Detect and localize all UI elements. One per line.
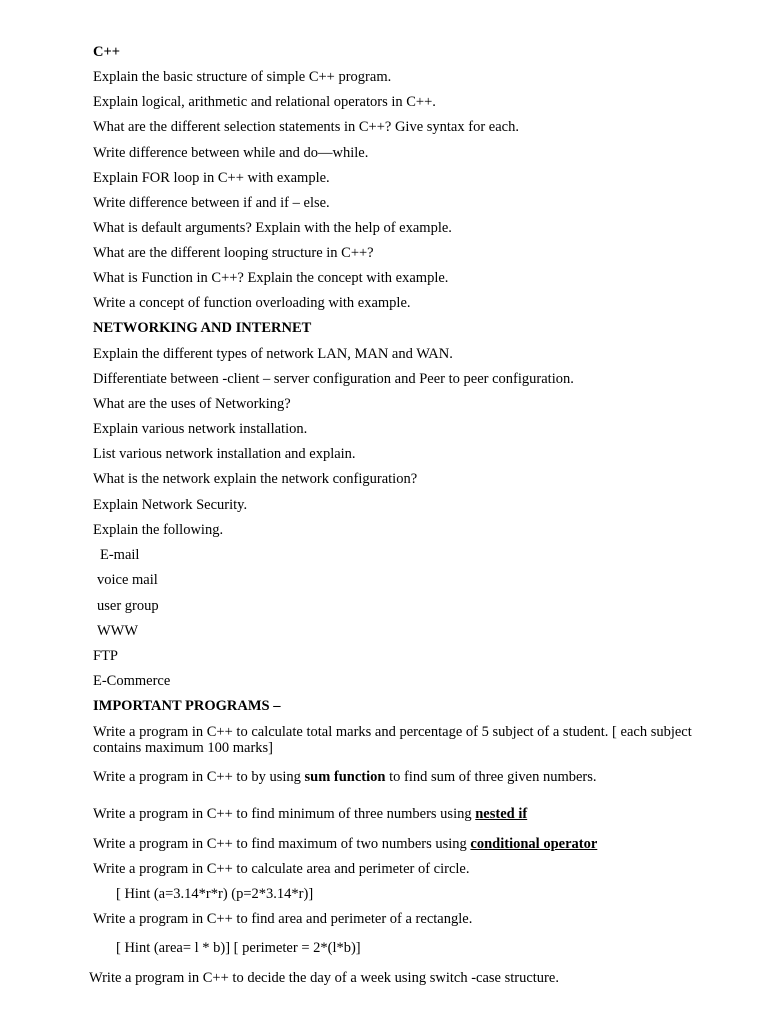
programs-heading: IMPORTANT PROGRAMS – [93, 698, 281, 714]
program-item: Write a program in C++ to calculate total marks and percentage of 5 subject of a student. [ each subject contains maximum 100 marks] [93, 724, 692, 756]
program-emphasis: nested if [475, 806, 528, 822]
cpp-question: Explain the basic structure of simple C++ program. [93, 69, 392, 85]
program-item [93, 836, 597, 853]
program-text: Write a program in C++ to by using [93, 769, 305, 785]
program-hint: [ Hint (a=3.14*r*r) (p=2*3.14*r)] [116, 886, 314, 902]
program-text: to find sum of three given numbers. [385, 769, 597, 785]
cpp-question: What are the different looping structure in C++? [93, 245, 374, 261]
program-item [93, 806, 527, 823]
networking-question: What is the network explain the network configuration? [93, 471, 418, 487]
networking-question: List various network installation and explain. [93, 446, 356, 462]
networking-question: What are the uses of Networking? [93, 396, 291, 412]
program-item: Write a program in C++ to calculate area and perimeter of circle. [93, 861, 470, 877]
cpp-question: What is Function in C++? Explain the concept with example. [93, 270, 449, 286]
program-hint: [ Hint (area= l * b)] [ perimeter = 2*(l*b)] [116, 940, 361, 956]
following-item: voice mail [97, 572, 158, 588]
networking-question: Differentiate between -client – server configuration and Peer to peer configuration. [93, 371, 574, 387]
following-item: WWW [97, 623, 139, 639]
program-text: Write a program in C++ to find minimum of three numbers using [93, 806, 476, 822]
following-item: FTP [93, 648, 118, 664]
cpp-question: Explain FOR loop in C++ with example. [93, 170, 330, 186]
following-item: E-Commerce [93, 673, 171, 689]
program-item: Write a program in C++ to find area and perimeter of a rectangle. [93, 911, 473, 927]
networking-question: Explain various network installation. [93, 421, 308, 437]
following-item: E-mail [100, 547, 140, 563]
cpp-question: Explain logical, arithmetic and relational operators in C++. [93, 94, 436, 110]
cpp-question: Write difference between if and if – else. [93, 195, 330, 211]
cpp-question: What is default arguments? Explain with the help of example. [93, 220, 452, 236]
following-item: user group [97, 598, 159, 614]
cpp-heading: C++ [93, 44, 120, 60]
program-item [93, 769, 597, 786]
cpp-question: Write difference between while and do—while. [93, 145, 369, 161]
program-emphasis: conditional operator [470, 836, 598, 852]
networking-heading: NETWORKING AND INTERNET [93, 320, 312, 336]
networking-question: Explain Network Security. [93, 497, 248, 513]
cpp-question: What are the different selection statements in C++? Give syntax for each. [93, 119, 519, 135]
networking-question: Explain the different types of network LAN, MAN and WAN. [93, 346, 453, 362]
program-item: Write a program in C++ to decide the day of a week using switch -case structure. [89, 970, 559, 986]
cpp-question: Write a concept of function overloading with example. [93, 295, 411, 311]
networking-question: Explain the following. [93, 522, 224, 538]
program-text: Write a program in C++ to find maximum of two numbers using [93, 836, 471, 852]
program-emphasis: sum function [304, 769, 386, 785]
